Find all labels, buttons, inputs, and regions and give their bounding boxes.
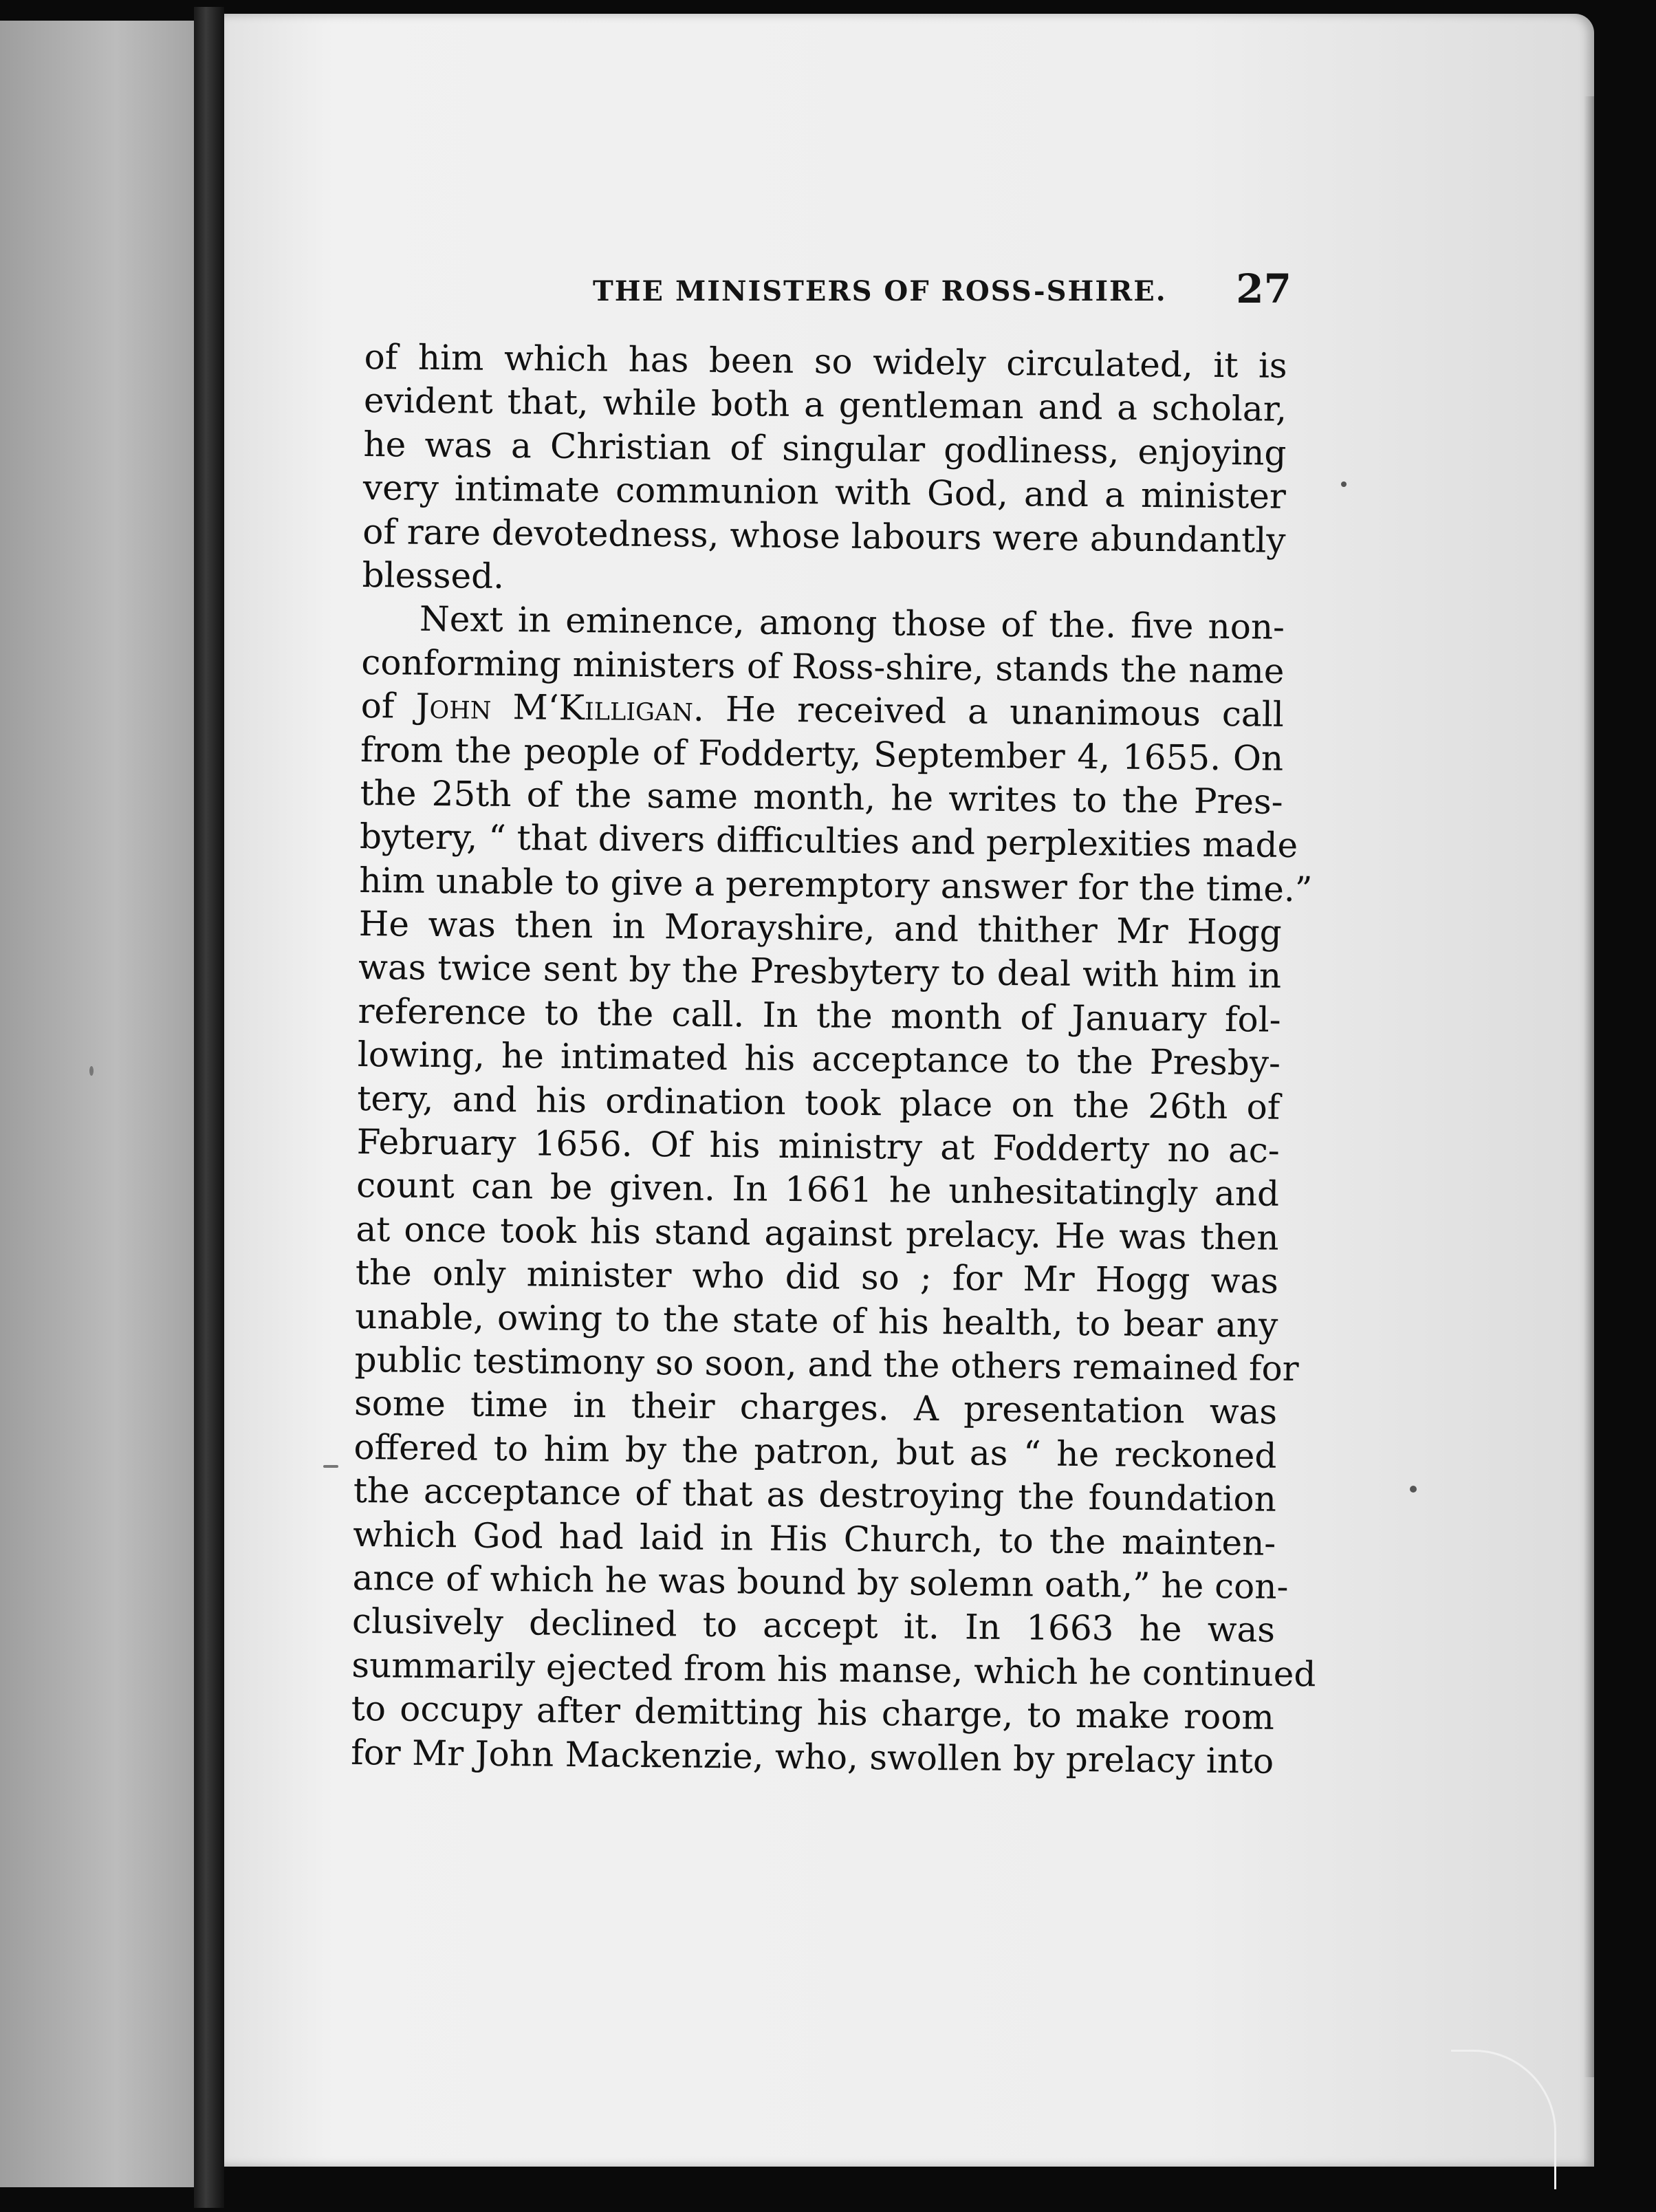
page-header	[366, 265, 1292, 318]
text-line: tery, and his ordination took place on the 26th of	[357, 1078, 1281, 1127]
text-line: reference to the call. In the month of January fol-	[358, 990, 1281, 1040]
text-line: was twice sent by the Presbytery to deal with him in	[358, 947, 1282, 997]
text-line: of him which has been so widely circulated, it is	[364, 336, 1287, 386]
text-line: bytery, “ that divers difficulties and perplexities made	[359, 816, 1298, 866]
text-line: summarily ejected from his manse, which he continued	[351, 1645, 1316, 1695]
text-line: ance of which he was bound by solemn oath,” he con-	[352, 1557, 1289, 1607]
text-line: count can be given. In 1661 he unhesitatingly and	[356, 1165, 1280, 1215]
text-line: He was then in Morayshire, and thither Mr Hogg	[358, 904, 1283, 953]
scan-speck	[1410, 1486, 1417, 1493]
text-line: the only minister who did so ; for Mr Hogg was	[355, 1253, 1279, 1302]
text-line: at once took his stand against prelacy. He was then	[356, 1208, 1279, 1258]
facing-page-edge	[0, 21, 194, 2187]
text-line: conforming ministers of Ross-shire, stands the name	[361, 642, 1285, 691]
text-line: to occupy after demitting his charge, to make room	[351, 1689, 1275, 1737]
text-line: for Mr John Mackenzie, who, swollen by prelacy into	[350, 1732, 1274, 1781]
minister-name: John M‘Killigan	[415, 686, 694, 729]
text-fragment: of	[360, 686, 416, 726]
text-fragment: . He received a unanimous call	[693, 688, 1285, 735]
text-line: which God had laid in His Church, to the mainten-	[352, 1514, 1276, 1563]
text-line: evident that, while both a gentleman and a scholar,	[363, 380, 1287, 430]
text-line: of rare devotedness, whose labours were abundantly	[362, 511, 1286, 561]
text-line: him unable to give a peremptory answer for the time.”	[359, 860, 1313, 909]
running-head: THE MINISTERS OF ROSS-SHIRE.	[593, 275, 1167, 307]
text-line: from the people of Fodderty, September 4, 1655. On	[360, 729, 1284, 779]
text-line: unable, owing to the state of his health, to bear any	[355, 1296, 1278, 1345]
text-line: some time in their charges. A presentation was	[353, 1383, 1278, 1433]
paragraph-1	[362, 336, 1287, 606]
book-gutter	[194, 7, 224, 2208]
page-number: 27	[1236, 265, 1292, 312]
text-line: public testimony so soon, and the others remained for	[354, 1339, 1299, 1389]
text-line: he was a Christian of singular godliness, enjoying	[363, 424, 1287, 473]
text-line: clusively declined to accept it. In 1663 he was	[351, 1601, 1276, 1651]
page-fore-edge	[1584, 96, 1594, 2077]
paragraph-2	[350, 597, 1316, 1783]
text-line: Next in eminence, among those of the. five non-	[419, 599, 1285, 648]
text-line: the acceptance of that as destroying the foundation	[353, 1471, 1277, 1519]
text-line: lowing, he intimated his acceptance to the Presby-	[357, 1034, 1281, 1084]
text-line: the 25th of the same month, he writes to the Pres-	[360, 772, 1283, 822]
text-line: offered to him by the patron, but as “ he reckoned	[353, 1427, 1277, 1476]
text-line: February 1656. Of his ministry at Fodderty no ac-	[356, 1121, 1280, 1171]
text-line: blessed.	[362, 554, 505, 596]
scan-speck	[1341, 481, 1347, 487]
body-text	[350, 336, 1316, 1783]
scan-speck	[89, 1066, 94, 1076]
scan-speck	[323, 1465, 338, 1468]
text-line: very intimate communion with God, and a minister	[362, 468, 1287, 517]
